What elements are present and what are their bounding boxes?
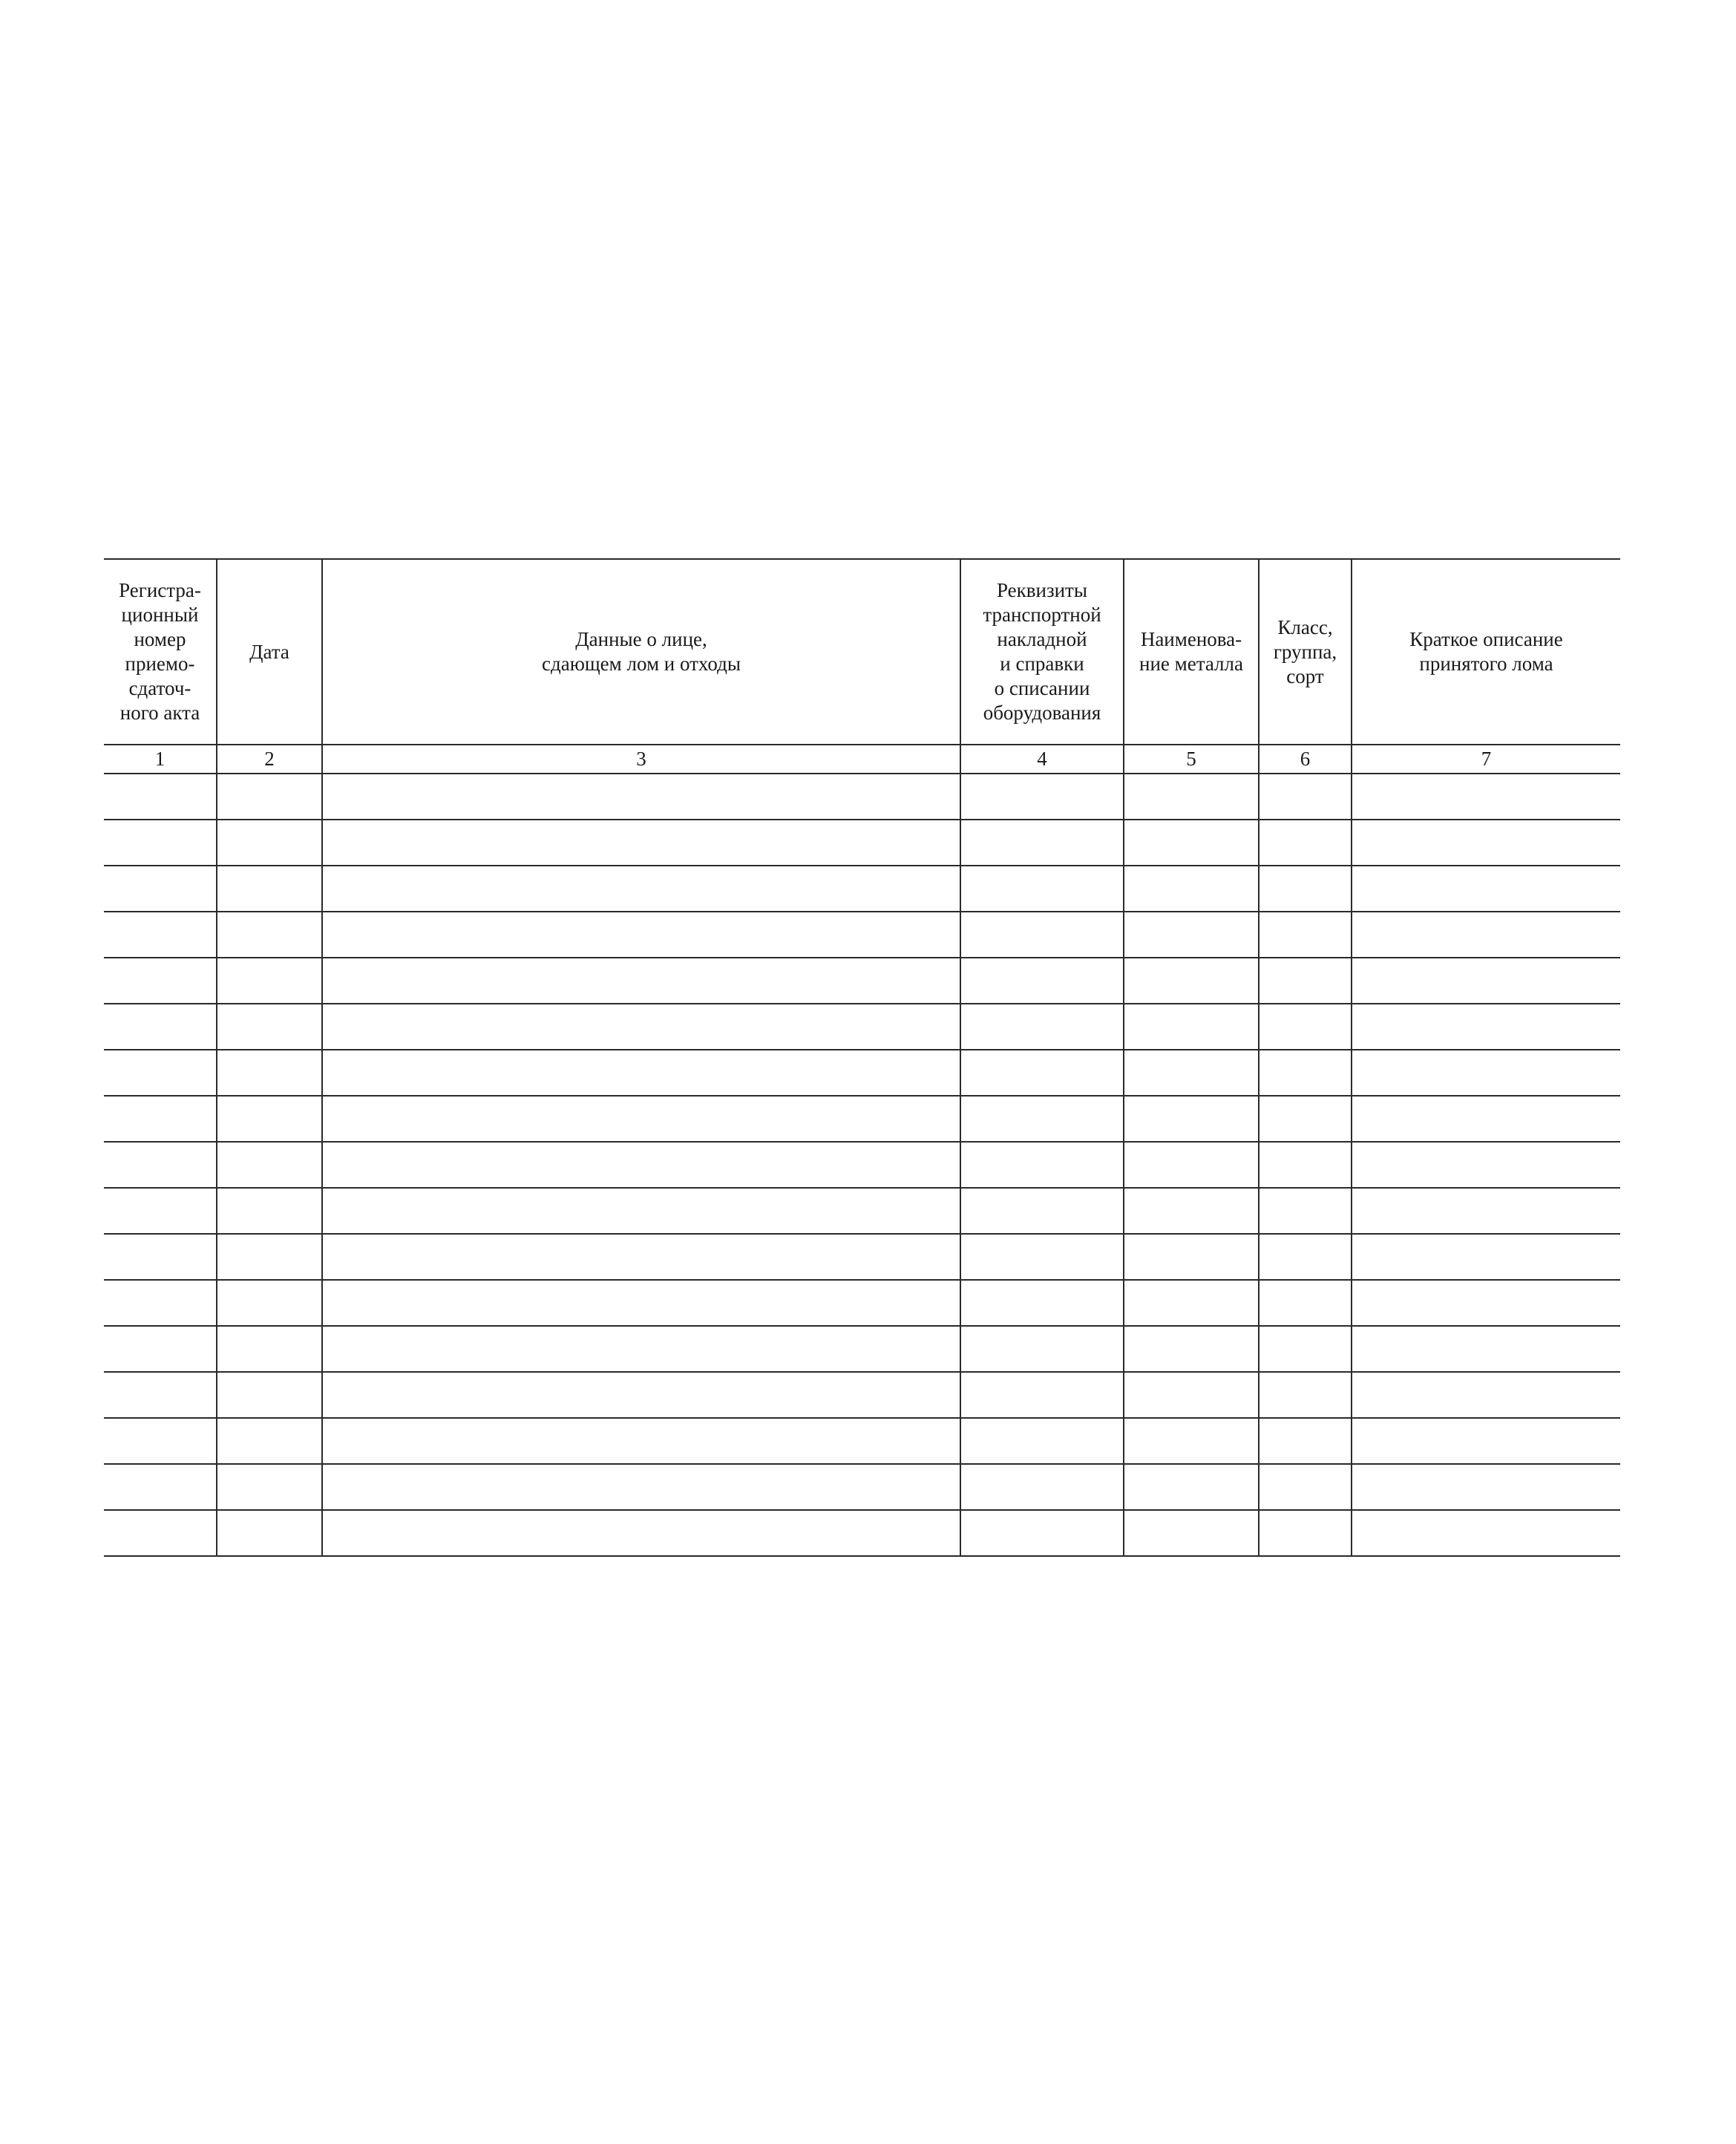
table-cell: [322, 866, 960, 912]
table-cell: [1352, 1188, 1620, 1234]
table-cell: [1124, 1188, 1259, 1234]
table-cell: [217, 1464, 322, 1510]
table-cell: [960, 1096, 1124, 1142]
table-cell: [322, 1096, 960, 1142]
header-date: Дата: [217, 559, 322, 745]
table-cell: [1259, 1326, 1352, 1372]
table-row: [104, 1188, 1620, 1234]
table-cell: [1259, 866, 1352, 912]
table-cell: [1352, 1372, 1620, 1418]
table-cell: [1259, 1510, 1352, 1556]
table-cell: [104, 1464, 217, 1510]
table-cell: [322, 1372, 960, 1418]
table-cell: [1124, 774, 1259, 820]
table-cell: [1259, 1372, 1352, 1418]
table-row: [104, 820, 1620, 866]
column-number: 6: [1259, 745, 1352, 774]
table-cell: [104, 1004, 217, 1050]
column-number: 3: [322, 745, 960, 774]
table-row: [104, 1096, 1620, 1142]
table-cell: [104, 1418, 217, 1464]
table-cell: [217, 958, 322, 1004]
table-row: [104, 1142, 1620, 1188]
table-row: [104, 1280, 1620, 1326]
table-cell: [217, 1280, 322, 1326]
table-cell: [217, 774, 322, 820]
column-number-row: [104, 745, 1620, 774]
table-cell: [1124, 958, 1259, 1004]
table-row: [104, 1326, 1620, 1372]
column-number: 7: [1352, 745, 1620, 774]
table-row: [104, 958, 1620, 1004]
table-cell: [104, 912, 217, 958]
table-cell: [104, 1326, 217, 1372]
table-cell: [1352, 958, 1620, 1004]
table-row: [104, 1418, 1620, 1464]
table-row: [104, 1234, 1620, 1280]
table-cell: [1352, 1510, 1620, 1556]
table-cell: [322, 1418, 960, 1464]
table-cell: [1124, 1142, 1259, 1188]
table-cell: [1124, 1050, 1259, 1096]
table-cell: [1259, 1418, 1352, 1464]
column-number: 1: [104, 745, 217, 774]
scrap-acceptance-register-table: [104, 558, 1620, 1557]
table-cell: [322, 1280, 960, 1326]
table-cell: [322, 1510, 960, 1556]
table-cell: [960, 1234, 1124, 1280]
table-cell: [960, 958, 1124, 1004]
table-cell: [104, 1096, 217, 1142]
table-cell: [1352, 1234, 1620, 1280]
table-cell: [1124, 1280, 1259, 1326]
table-cell: [1259, 1464, 1352, 1510]
table-cell: [960, 1372, 1124, 1418]
table-cell: [217, 1142, 322, 1188]
table-cell: [1352, 912, 1620, 958]
table-cell: [104, 1050, 217, 1096]
table-cell: [217, 1096, 322, 1142]
table-cell: [960, 1142, 1124, 1188]
table-cell: [217, 1372, 322, 1418]
header-scrap-description: Краткое описание принятого лома: [1352, 559, 1620, 745]
table-cell: [1259, 1096, 1352, 1142]
table-cell: [1352, 774, 1620, 820]
table-cell: [1259, 912, 1352, 958]
table-cell: [104, 1188, 217, 1234]
table-row: [104, 1464, 1620, 1510]
table-row: [104, 1510, 1620, 1556]
header-row: [104, 559, 1620, 745]
table-cell: [1352, 1050, 1620, 1096]
table-cell: [1352, 1464, 1620, 1510]
table-cell: [960, 820, 1124, 866]
table-cell: [1352, 820, 1620, 866]
table-cell: [104, 774, 217, 820]
table-cell: [1259, 958, 1352, 1004]
column-number: 4: [960, 745, 1124, 774]
header-metal-name: Наименова- ние металла: [1124, 559, 1259, 745]
table-cell: [1352, 866, 1620, 912]
table-cell: [217, 1326, 322, 1372]
table-cell: [1259, 1234, 1352, 1280]
table-cell: [217, 1510, 322, 1556]
table-cell: [1259, 774, 1352, 820]
table-cell: [104, 958, 217, 1004]
header-waybill-details: Реквизиты транспортной накладной и справки о списании оборудования: [960, 559, 1124, 745]
table-cell: [104, 1280, 217, 1326]
table-cell: [1259, 820, 1352, 866]
table-cell: [1124, 1510, 1259, 1556]
table-cell: [960, 1280, 1124, 1326]
table-cell: [217, 1188, 322, 1234]
table-cell: [960, 1464, 1124, 1510]
table-cell: [960, 774, 1124, 820]
table-cell: [217, 1234, 322, 1280]
table-cell: [960, 1050, 1124, 1096]
table-cell: [217, 1004, 322, 1050]
table-cell: [960, 1418, 1124, 1464]
table-cell: [104, 1372, 217, 1418]
table-cell: [104, 1510, 217, 1556]
column-number: 2: [217, 745, 322, 774]
header-class-group-grade: Класс, группа, сорт: [1259, 559, 1352, 745]
table-cell: [1259, 1004, 1352, 1050]
table-cell: [960, 1004, 1124, 1050]
table-row: [104, 1004, 1620, 1050]
table-cell: [1352, 1280, 1620, 1326]
table-cell: [1124, 820, 1259, 866]
table-cell: [1259, 1280, 1352, 1326]
table-row: [104, 866, 1620, 912]
table-row: [104, 912, 1620, 958]
header-supplier-data: Данные о лице, сдающем лом и отходы: [322, 559, 960, 745]
table-row: [104, 1050, 1620, 1096]
table-cell: [960, 866, 1124, 912]
table-row: [104, 1372, 1620, 1418]
table-cell: [1352, 1096, 1620, 1142]
table-cell: [322, 1234, 960, 1280]
table-cell: [960, 1510, 1124, 1556]
table-cell: [1259, 1188, 1352, 1234]
table-cell: [322, 1050, 960, 1096]
table-cell: [104, 866, 217, 912]
table-cell: [217, 1050, 322, 1096]
table-cell: [104, 1142, 217, 1188]
table-cell: [960, 1326, 1124, 1372]
table-cell: [322, 912, 960, 958]
table-cell: [1124, 1372, 1259, 1418]
table-cell: [960, 1188, 1124, 1234]
table-cell: [322, 1004, 960, 1050]
table-cell: [1259, 1142, 1352, 1188]
table-cell: [1259, 1050, 1352, 1096]
table-cell: [1124, 866, 1259, 912]
table-row: [104, 774, 1620, 820]
table-cell: [217, 912, 322, 958]
table-cell: [104, 820, 217, 866]
table-cell: [322, 1188, 960, 1234]
table-cell: [104, 1234, 217, 1280]
table-cell: [1124, 1464, 1259, 1510]
table-cell: [1124, 1326, 1259, 1372]
table-cell: [1352, 1142, 1620, 1188]
table-cell: [1124, 912, 1259, 958]
table-cell: [1352, 1418, 1620, 1464]
table-cell: [1124, 1418, 1259, 1464]
table-cell: [217, 1418, 322, 1464]
table-cell: [1352, 1326, 1620, 1372]
column-number: 5: [1124, 745, 1259, 774]
table-cell: [217, 866, 322, 912]
table-cell: [960, 912, 1124, 958]
table-cell: [1124, 1004, 1259, 1050]
table-cell: [1124, 1096, 1259, 1142]
header-registration-number: Регистра- ционный номер приемо- сдаточ- ного акта: [104, 559, 217, 745]
table-cell: [322, 774, 960, 820]
table-cell: [322, 820, 960, 866]
table-cell: [322, 1464, 960, 1510]
table-cell: [322, 958, 960, 1004]
table-cell: [322, 1326, 960, 1372]
table-cell: [322, 1142, 960, 1188]
table-body: [104, 774, 1620, 1556]
table-cell: [1352, 1004, 1620, 1050]
table-cell: [1124, 1234, 1259, 1280]
table-cell: [217, 820, 322, 866]
